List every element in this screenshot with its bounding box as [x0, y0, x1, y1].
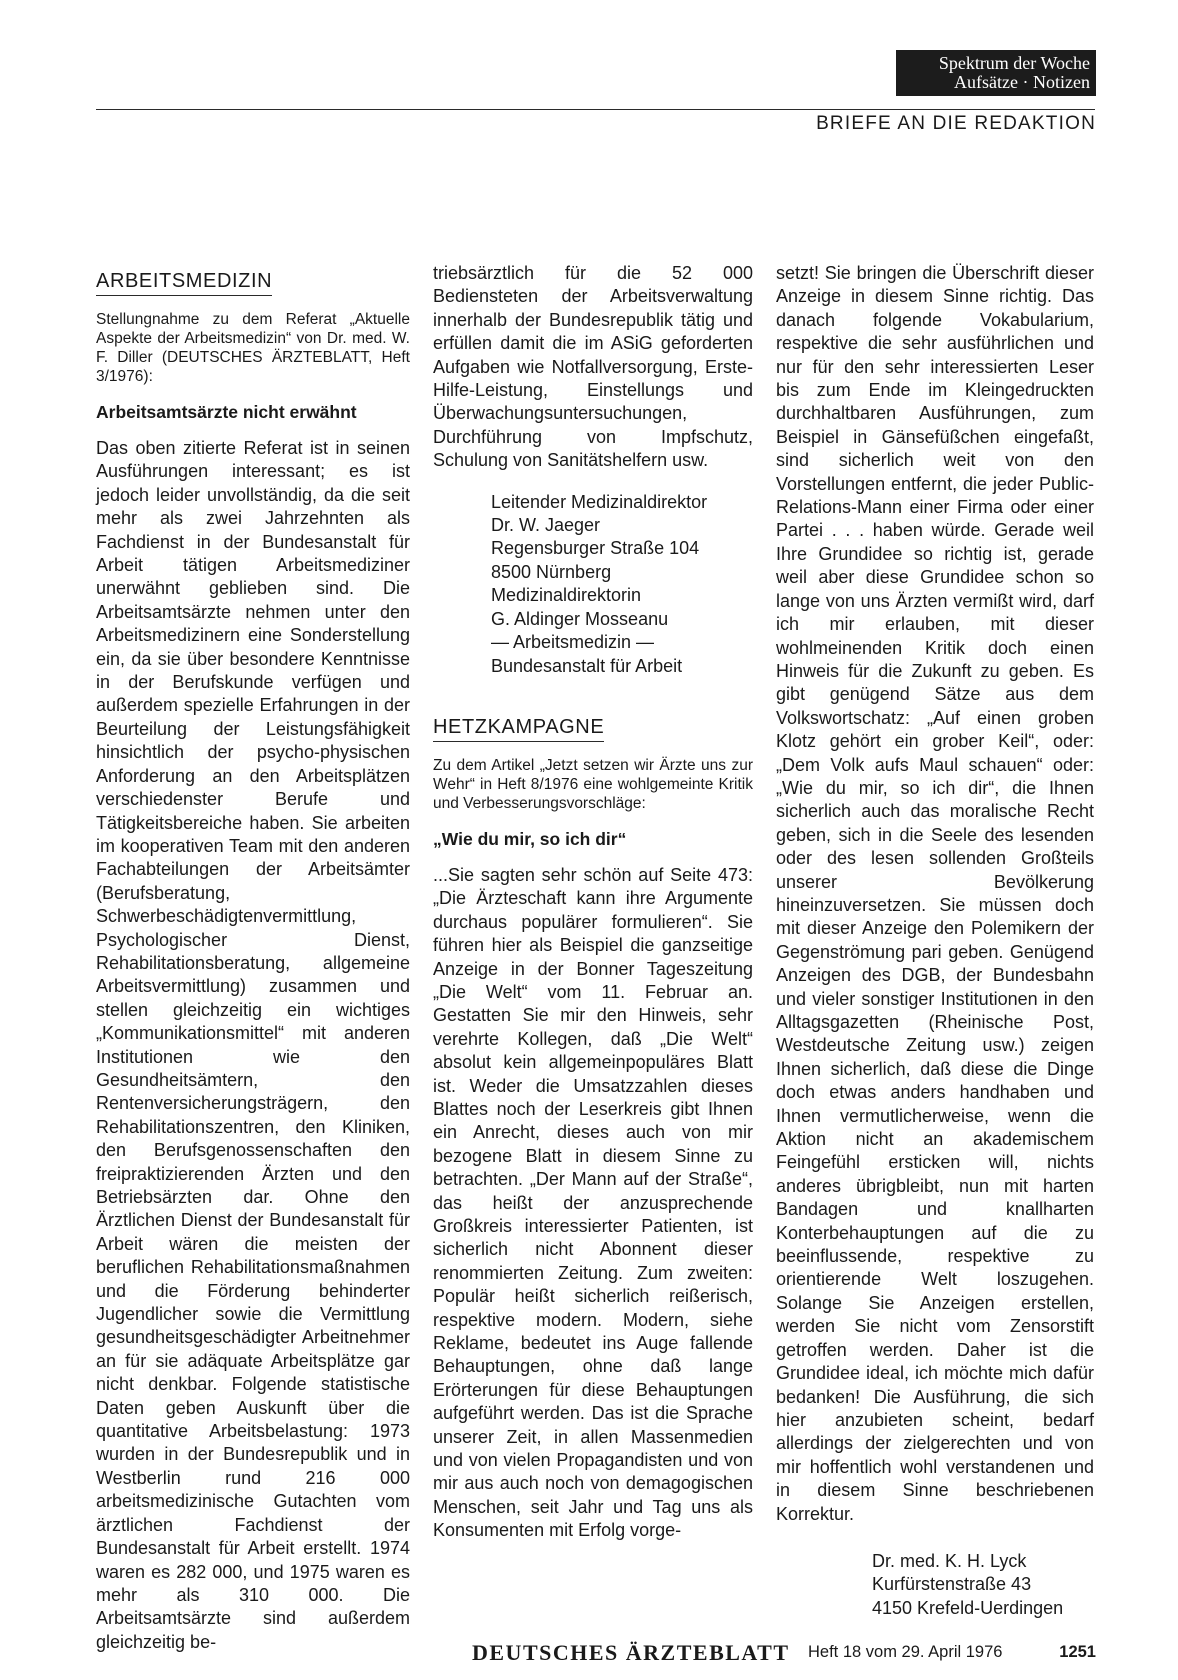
- article-2-body-part-1: ...Sie sagten sehr schön auf Seite 473: „Die Ärzteschaft kann ihre Argumente durchaus populärer formulieren“. Sie führen hier als Beispiel die ganzseitige Anzeige in der Bonner Tageszeitung „Die Welt“ vom 11. Februar an. Gestatten Sie mir den Hinweis, sehr verehrte Kollegen, daß „Die Welt“ absolut kein allgemeinpopuläres Blatt ist. Weder die Umsatzzahlen dieses Blattes noch der Leserkreis gibt Ihnen ein Anrecht, dieses auch von mir bezogene Blatt in diesem Sinne zu betrachten. „Der Mann auf der Straße“, das heißt der anzusprechende Großkreis interessierter Patienten, ist sicherlich nicht Abonnent dieser renommierten Zeitung. Zum zweiten: Populär heißt sicherlich reißerisch, respektive modern. Modern, siehe Reklame, bedeutet ins Auge fallende Behauptungen, ohne daß lange Erörterungen für diese Behauptungen aufgeführt werden. Das ist die Sprache unserer Zeit, in allen Massenmedien und von vielen Propagandisten und von mir aus auch noch von demagogischen Menschen, seit Jahr und Tag uns als Konsumenten mit Erfolg vorge-: [433, 864, 753, 1541]
- signature-line: G. Aldinger Mosseanu: [491, 608, 669, 629]
- section-badge: [896, 50, 1096, 96]
- page-number: 1251: [1059, 1643, 1096, 1661]
- signature-line: 4150 Krefeld-Uerdingen: [872, 1597, 1064, 1618]
- column-2: [433, 262, 753, 1543]
- article-2-headline: „Wie du mir, so ich dir“: [433, 828, 627, 849]
- signature-line: Kurfürstenstraße 43: [872, 1574, 1032, 1595]
- column-1: [96, 270, 410, 1654]
- signature-line: Leitender Medizinaldirektor: [491, 491, 708, 512]
- signature-line: Dr. med. K. H. Lyck: [872, 1550, 1027, 1571]
- badge-line-2: Aufsätze · Notizen: [954, 72, 1090, 92]
- signature-line: — Arbeitsmedizin —: [491, 632, 655, 653]
- badge-line-1: Spektrum der Woche: [938, 53, 1090, 73]
- issue-info: Heft 18 vom 29. April 1976: [808, 1643, 1003, 1661]
- signature-line: Regensburger Straße 104: [491, 538, 700, 559]
- article-1-body-part-1: Das oben zitierte Referat ist in seinen Ausführungen interessant; es ist jedoch leider unvollständig, da die seit mehr als zwei Jahrzehnten als Fachdienst in der Bundesanstalt für Arbeit tätigen Arbeitsmediziner unerwähnt geblieben sind. Die Arbeitsamtsärzte nehmen unter den Arbeitsmedizinern eine Sonderstellung ein, da sie über besondere Kenntnisse in der Berufskunde verfügen und außerdem spezielle Erfahrungen in der Beurteilung der Leistungsfähigkeit hinsichtlich der psycho-physischen Anforderung an den Arbeitsplätzen verschiedenster Berufe und Tätigkeitsbereiche haben. Sie arbeiten im kooperativen Team mit den anderen Fachabteilungen der Arbeitsämter (Berufsberatung, Schwerbeschädigtenvermittlung, Psychologischer Dienst, Rehabilitationsberatung, allgemeine Arbeitsvermittlung) zusammen und stellen gleichzeitig ein wichtiges „Kommunikationsmittel“ mit anderen Institutionen wie den Gesundheitsämtern, den Rentenversicherungsträgern, den Rehabilitationszentren, den Kliniken, den Berufsgenossenschaften den freipraktizierenden Ärzten und den Betriebsärzten dar. Ohne den Ärztlichen Dienst der Bundesanstalt für Arbeit wären die meisten der beruflichen Rehabilitationsmaßnahmen und die Förderung behinderter Jugendlicher sowie die Vermittlung gesundheitsgeschädigter Arbeitnehmer an für sie adäquate Arbeitsplätze gar nicht denkbar. Folgende statistische Daten geben Auskunft über die quantitative Arbeitsbelastung: 1973 wurden in der Bundesrepublik und in Westberlin rund 216 000 arbeitsmedizinische Gutachten vom ärztlichen Fachdienst der Bundesanstalt für Arbeit erstellt. 1974 waren es 282 000, und 1975 waren es mehr als 310 000. Die Arbeitsamtsärzte sind außerdem gleichzeitig be-: [96, 438, 410, 1652]
- article-2-intro: Zu dem Artikel „Jetzt setzen wir Ärzte uns zur Wehr“ in Heft 8/1976 eine wohlgemeinte Kritik und Verbesserungsvorschläge:: [433, 756, 753, 812]
- article-1-headline: Arbeitsamtsärzte nicht erwähnt: [96, 402, 357, 422]
- section-title-hetzkampagne: HETZKAMPAGNE: [433, 716, 604, 742]
- article-1-intro: Stellungnahme zu dem Referat „Aktuelle Aspekte der Arbeitsmedizin“ von Dr. med. W. F. Diller (DEUTSCHES ÄRZTEBLATT, Heft 3/1976):: [96, 311, 410, 385]
- signature-line: Bundesanstalt für Arbeit: [491, 655, 683, 676]
- article-2-signature: [872, 1550, 1094, 1620]
- column-3: [776, 262, 1094, 1620]
- signature-line: 8500 Nürnberg: [491, 561, 612, 582]
- article-1-signature: [491, 491, 753, 678]
- journal-name: DEUTSCHES ÄRZTEBLATT: [472, 1640, 790, 1665]
- section-header: BRIEFE AN DIE REDAKTION: [816, 113, 1096, 134]
- article-1-body-part-2: triebsärztlich für die 52 000 Bediensteten der Arbeitsverwaltung innerhalb der Bundesrepublik tätig und erfüllen damit die im ASiG geforderten Aufgaben wie Notfallversorgung, Erste-Hilfe-Leistung, Einstellungs und Überwachungsuntersuchungen, Durchführung von Impfschutz, Schulung von Sanitätshelfern usw.: [433, 263, 753, 471]
- top-rule: [96, 109, 1095, 110]
- page-footer: [0, 1640, 1178, 1664]
- signature-line: Medizinaldirektorin: [491, 585, 642, 606]
- article-2-body-part-2: setzt! Sie bringen die Überschrift dieser Anzeige in diesem Sinne richtig. Das danach folgende Vokabularium, respektive die sehr ausführlichen und nur für den sehr interessierten Leser bis zum Ende im Kleingedruckten durchhaltbaren Ausführungen, zum Beispiel in Gänsefüßchen eingefaßt, sind sicherlich weit von den Vorstellungen entfernt, die jeder Public-Relations-Mann einer Firma oder einer Partei . . . haben würde. Gerade weil Ihre Grundidee so richtig ist, gerade weil aber diese Grundidee schon so lange von uns Ärzten vermißt wird, darf ich mir erlauben, mit dieser wohlmeinenden Kritik doch einen Hinweis für die Zukunft zu geben. Es gibt genügend Sätze aus dem Volkswortschatz: „Auf einen groben Klotz gehört ein grober Keil“, oder: „Dem Volk aufs Maul schauen“ oder: „Wie du mir, so ich dir“, die Ihnen sicherlich auch das moralische Recht geben, sich in die Seele des lesenden oder des lesen sollenden Großteils unserer Bevölkerung hineinzuversetzen. Sie müssen doch mit dieser Anzeige den Polemikern der Gegenströmung pari geben. Genügend Anzeigen des DGB, der Bundesbahn und vieler sonstiger Institutionen in den Alltagsgazetten (Rheinische Post, Westdeutsche Zeitung usw.) zeigen Ihnen sicherlich, daß diese die Dinge doch etwas anders handhaben und Ihnen vermutlicherweise, wenn die Aktion nicht an akademischem Feingefühl ersticken will, nichts anderes übrigbleibt, nun mit harten Bandagen und knallharten Konterbehauptungen auf die zu beeinflussende, respektive zu orientierende Welt loszugehen. Solange Sie Anzeigen erstellen, werden Sie nicht vom Zensorstift getroffen werden. Daher ist die Grundidee ideal, ich möchte mich dafür bedanken! Die Ausführung, die sich hier anzubieten scheint, bedarf allerdings der zielgerechten und von mir hoffentlich wohl verstandenen und in diesem Sinne beschriebenen Korrektur.: [776, 263, 1094, 1524]
- signature-line: Dr. W. Jaeger: [491, 515, 601, 536]
- section-title-arbeitsmedizin: ARBEITSMEDIZIN: [96, 270, 272, 296]
